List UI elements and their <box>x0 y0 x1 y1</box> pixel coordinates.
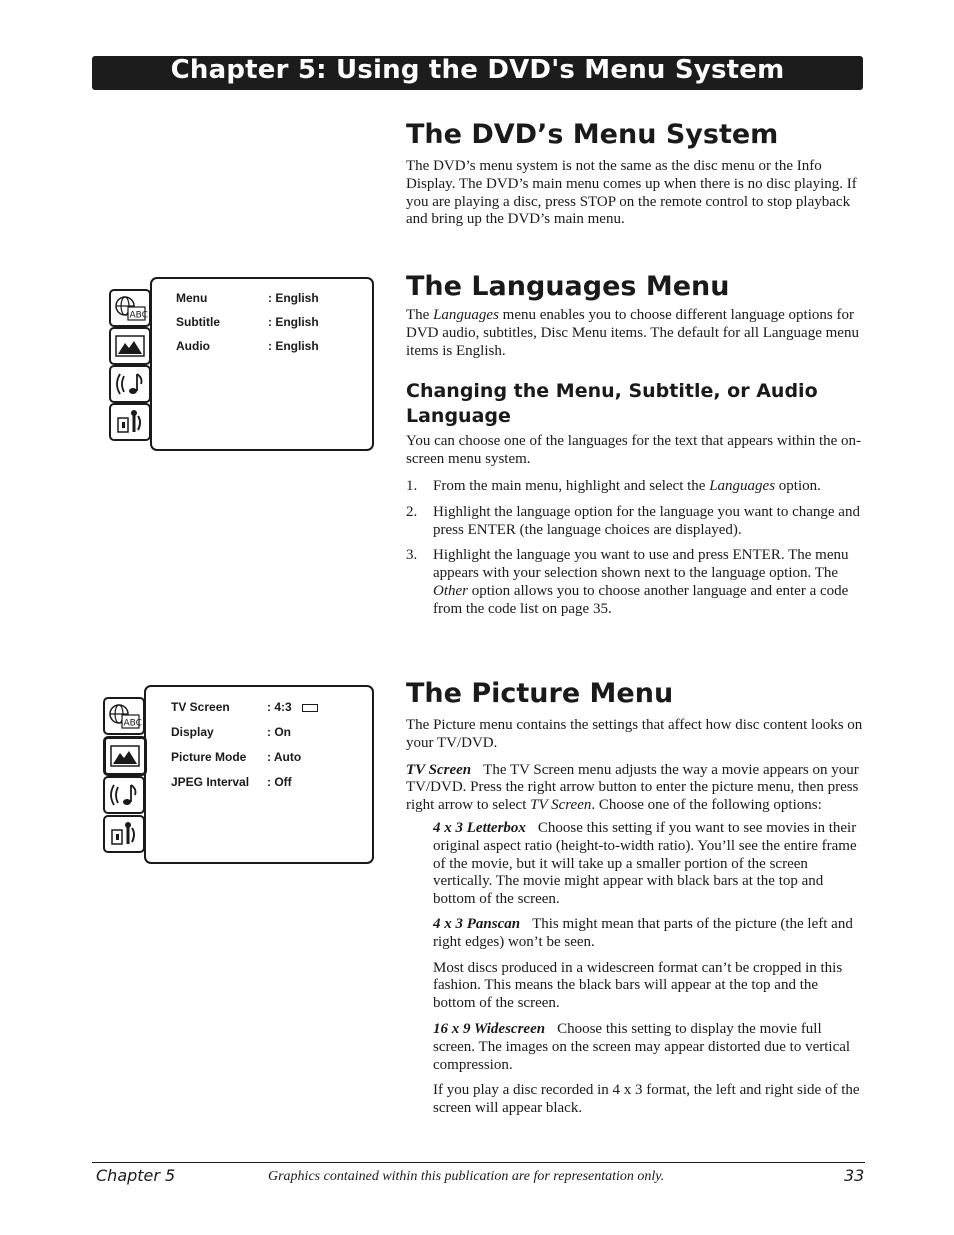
tv-screen-paragraph: TV Screen The TV Screen menu adjusts the way a movie appears on your TV/DVD. Press the right arrow button to enter the picture menu, then press right arrow to select TV Screen. Choose one of the following options: <box>406 761 859 814</box>
menu-row-label: Subtitle <box>176 315 220 329</box>
closing-paragraph: If you play a disc recorded in 4 x 3 format, the left and right side of the screen will appear black. <box>433 1082 860 1117</box>
panscan-note: Most discs produced in a widescreen format can’t be cropped in this fashion. This means the black bars will appear at the top and the bottom of the screen. <box>433 959 843 1012</box>
letterbox-paragraph: 4 x 3 Letterbox Choose this setting if you want to see movies in their original aspect ratio (height-to-width ratio). You’ll see the entire frame of the movie, but it will take up a smaller portion of the screen vertically. The movie might appear with black bars at the top and bottom of the screen. <box>433 819 857 908</box>
svg-text:ABC: ABC <box>123 718 142 729</box>
footer-note: Graphics contained within this publication are for representation only. <box>268 1169 665 1184</box>
aspect-ratio-icon <box>302 704 318 712</box>
widescreen-paragraph: 16 x 9 Widescreen Choose this setting to display the movie full screen. The images on the screen may appear distorted due to vertical compression. <box>433 1020 851 1073</box>
setup-tools-icon <box>109 403 151 441</box>
menu-row-value: : Off <box>267 775 292 789</box>
menu-row-value: : 4:3 <box>267 700 318 714</box>
menu-row-label: JPEG Interval <box>171 775 250 789</box>
section-heading: The Picture Menu <box>406 678 674 709</box>
section-picture <box>406 678 864 1118</box>
footer-chapter: Chapter 5 <box>96 1166 176 1185</box>
language-abc-icon <box>109 289 151 327</box>
panscan-paragraph: 4 x 3 Panscan This might mean that parts of the picture (the left and right edges) won’t be seen. <box>433 915 853 950</box>
subheading: Changing the Menu, Subtitle, or Audio Language <box>406 380 818 428</box>
svg-text:ABC: ABC <box>129 310 148 321</box>
section-body: The DVD’s menu system is not the same as the disc menu or the Info Display. The DVD’s main menu comes up when there is no disc playing. If you are playing a disc, press STOP on the remote control to stop playback and bring up the DVD’s main menu. <box>406 158 857 228</box>
chapter-banner <box>92 56 863 90</box>
menu-row-label: Display <box>171 725 214 739</box>
list-item: 1. From the main menu, highlight and select the Languages option. <box>406 477 821 494</box>
setup-tools-icon <box>103 815 145 853</box>
section-languages <box>406 271 864 627</box>
chapter-title: Chapter 5: Using the DVD's Menu System <box>170 55 785 85</box>
menu-row-value: : English <box>268 291 319 305</box>
picture-mountain-icon <box>103 736 147 776</box>
menu-row-label: Picture Mode <box>171 750 247 764</box>
menu-row-label: Menu <box>176 291 208 305</box>
menu-row-value: : English <box>268 339 319 353</box>
page-number: 33 <box>844 1166 865 1185</box>
sub-body: You can choose one of the languages for the text that appears within the on-screen menu system. <box>406 433 862 468</box>
menu-row-label: Audio <box>176 339 210 353</box>
audio-note-icon <box>103 776 145 814</box>
footer-divider <box>92 1162 865 1163</box>
section-menu-system <box>406 119 864 229</box>
menu-row-value: : On <box>267 725 291 739</box>
menu-panel <box>150 277 374 451</box>
audio-note-icon <box>109 365 151 403</box>
menu-row-value: : Auto <box>267 750 302 764</box>
language-abc-icon <box>103 697 145 735</box>
menu-panel <box>144 685 374 864</box>
section-heading: The Languages Menu <box>406 271 730 302</box>
section-body: The Languages menu enables you to choose different language options for DVD audio, subtitles, Disc Menu items. The default for all Language menu items is English. <box>406 307 859 359</box>
steps-list <box>406 478 864 619</box>
menu-row-value: : English <box>268 315 319 329</box>
list-item: 2. Highlight the language option for the language you want to change and press ENTER (the language choices are displayed). <box>406 503 860 538</box>
section-intro: The Picture menu contains the settings that affect how disc content looks on your TV/DVD. <box>406 717 863 751</box>
section-heading: The DVD’s Menu System <box>406 119 779 150</box>
menu-row-label: TV Screen <box>171 700 230 714</box>
list-item: 3. Highlight the language you want to use and press ENTER. The menu appears with your selection shown next to the language option. The Other option allows you to choose another language and enter a code from the code list on page 35. <box>406 547 849 617</box>
picture-mountain-icon <box>109 327 151 365</box>
